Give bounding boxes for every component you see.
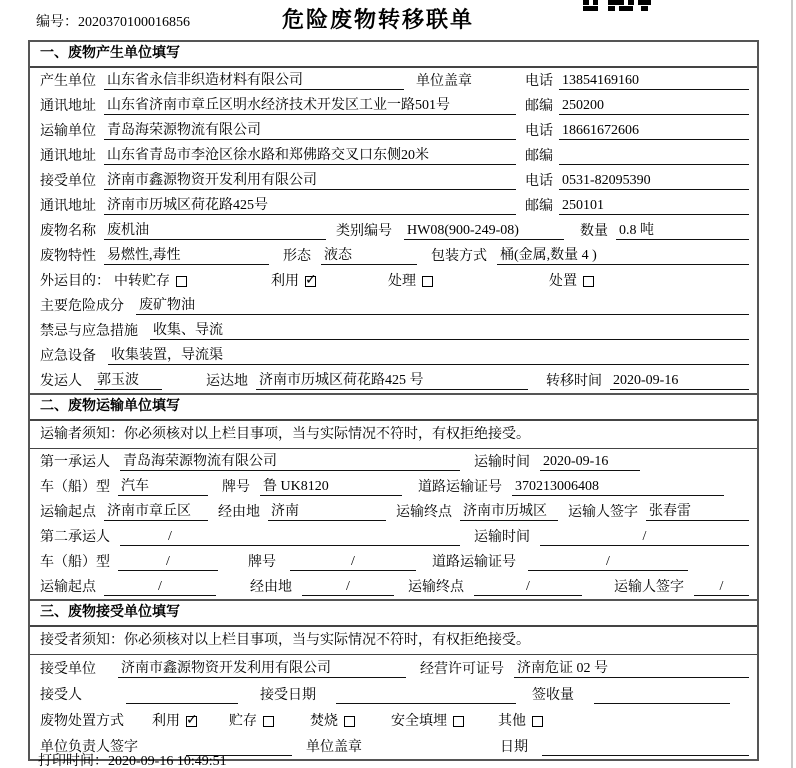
route-via-label: 经由地	[218, 505, 260, 520]
row-emergency-equipment	[30, 343, 757, 368]
receiver-address-label: 通讯地址	[40, 199, 96, 214]
quantity-label: 数量	[580, 224, 608, 239]
second-carrier-label: 第二承运人	[40, 530, 110, 545]
print-timestamp	[38, 750, 227, 768]
signed-amount-label: 签收量	[532, 688, 574, 703]
route-end2-label: 运输终点	[408, 580, 464, 595]
producer-address-label: 通讯地址	[40, 99, 96, 114]
row-second-route	[30, 574, 757, 599]
print-time-label: 打印时间：	[38, 754, 108, 768]
first-plate-number-value: 鲁 UK8120	[260, 478, 402, 496]
section1-title: 一、废物产生单位填写	[30, 42, 757, 68]
hazard-component-value: 废矿物油	[136, 297, 749, 315]
checkbox-disposal-other	[532, 716, 543, 727]
road-license-label: 道路运输证号	[418, 480, 502, 495]
first-route-origin-value: 济南市章丘区	[104, 503, 208, 521]
transporter-address-value: 山东省青岛市李沧区徐水路和郑佛路交叉口东侧20米	[104, 147, 516, 165]
serial-label: 编号：	[36, 15, 78, 30]
document-header	[0, 0, 796, 40]
row-acceptor	[30, 681, 757, 707]
row-producer	[30, 68, 757, 93]
emergency-equipment-label: 应急设备	[40, 349, 96, 364]
purpose-option-transfer-storage	[114, 273, 187, 290]
purpose-option-treat	[388, 273, 433, 290]
row-first-carrier	[30, 449, 757, 474]
purpose-option-dispose-label: 处置	[549, 274, 577, 289]
first-carrier-time-value: 2020-09-16	[540, 453, 640, 471]
producer-unit-value: 山东省永信非织造材料有限公司	[104, 72, 404, 90]
row-first-route	[30, 499, 757, 524]
row-transporter-address	[30, 143, 757, 168]
accept-date-value	[336, 703, 516, 704]
purpose-option-use-label: 利用	[271, 274, 299, 289]
second-carrier-value: /	[120, 528, 460, 546]
second-road-license-value: /	[528, 553, 688, 571]
accept-unit-label: 接受单位	[40, 662, 96, 677]
shipper-value: 郭玉波	[94, 372, 162, 390]
row-producer-address	[30, 93, 757, 118]
row-second-vehicle	[30, 549, 757, 574]
producer-zip-label: 邮编	[525, 99, 553, 114]
transfer-time-label: 转移时间	[546, 374, 602, 389]
physical-form-value: 液态	[321, 247, 417, 265]
quantity-value: 0.8 吨	[616, 222, 749, 240]
second-carrier-time-value: /	[540, 528, 749, 546]
receiver-unit-label: 接受单位	[40, 174, 96, 189]
purpose-option-dispose	[549, 273, 594, 290]
checkbox-transfer-storage	[176, 276, 187, 287]
unit-seal-label: 单位盖章	[416, 74, 472, 89]
road-license2-label: 道路运输证号	[432, 555, 516, 570]
transporter-notice: 运输者须知：你必须核对以上栏目事项，当与实际情况不符时，有权拒绝接受。	[30, 421, 757, 449]
producer-zip-value: 250200	[559, 97, 749, 115]
page-title: 危险废物转移联单	[281, 7, 474, 32]
carrier-sign2-label: 运输人签字	[614, 580, 684, 595]
section3-title: 三、废物接受单位填写	[30, 601, 757, 627]
producer-phone-value: 13854169160	[559, 72, 749, 90]
category-code-value: HW08(900-249-08)	[404, 222, 564, 240]
purpose-option-treat-label: 处理	[388, 274, 416, 289]
disposal-option-landfill-label: 安全填埋	[391, 714, 447, 729]
transport-time2-label: 运输时间	[474, 530, 530, 545]
row-waste-name	[30, 218, 757, 243]
first-road-license-value: 370213006408	[512, 478, 724, 496]
signed-amount-value	[594, 703, 730, 704]
disposal-option-use	[152, 713, 197, 730]
row-waste-character	[30, 243, 757, 268]
disposal-option-landfill	[391, 713, 464, 730]
row-transfer-purpose	[30, 268, 757, 293]
accept-unit-value: 济南市鑫源物资开发利用有限公司	[118, 660, 406, 678]
transporter-phone-label: 电话	[525, 124, 553, 139]
transporter-phone-value: 18661672606	[559, 122, 749, 140]
checkbox-disposal-store	[263, 716, 274, 727]
disposal-option-other	[498, 713, 543, 730]
receiver-zip-value: 250101	[559, 197, 749, 215]
section-transporter	[30, 393, 757, 599]
transfer-time-value: 2020-09-16	[610, 372, 749, 390]
section-producer	[30, 42, 757, 393]
second-vehicle-type-value: /	[118, 553, 218, 571]
date-label: 日期	[500, 740, 528, 755]
route-origin2-label: 运输起点	[40, 580, 96, 595]
physical-form-label: 形态	[283, 249, 311, 264]
transporter-address-label: 通讯地址	[40, 149, 96, 164]
row-shipper	[30, 368, 757, 393]
route-via2-label: 经由地	[250, 580, 292, 595]
row-hazard-component	[30, 293, 757, 318]
transporter-unit-value: 青岛海荣源物流有限公司	[104, 122, 516, 140]
route-origin-label: 运输起点	[40, 505, 96, 520]
first-carrier-sign-value: 张春雷	[646, 503, 749, 521]
first-route-end-value: 济南市历城区	[460, 503, 558, 521]
print-time-value: 2020-09-16 10:49:51	[108, 754, 227, 768]
disposal-option-use-label: 利用	[152, 714, 180, 729]
packing-value: 桶(金属,数量 4 )	[497, 247, 749, 265]
receiver-phone-label: 电话	[525, 174, 553, 189]
first-carrier-value: 青岛海荣源物流有限公司	[120, 453, 460, 471]
receiver-phone-value: 0531-82095390	[559, 172, 749, 190]
route-end-label: 运输终点	[396, 505, 452, 520]
date-value	[542, 755, 749, 756]
transporter-zip-label: 邮编	[525, 149, 553, 164]
receiver-address-value: 济南市历城区荷花路425号	[104, 197, 516, 215]
checkbox-disposal-landfill	[453, 716, 464, 727]
first-vehicle-type-value: 汽车	[118, 478, 208, 496]
row-second-carrier	[30, 524, 757, 549]
accept-date-label: 接受日期	[260, 688, 316, 703]
transporter-unit-label: 运输单位	[40, 124, 96, 139]
row-first-vehicle	[30, 474, 757, 499]
section-receiver	[30, 599, 757, 759]
acceptor-label: 接受人	[40, 688, 82, 703]
plate-number2-label: 牌号	[248, 555, 276, 570]
head-signature-label: 单位负责人签字	[40, 740, 138, 755]
purpose-option-use	[271, 273, 316, 290]
disposal-option-store-label: 贮存	[229, 714, 257, 729]
emergency-measures-value: 收集、导流	[150, 322, 749, 340]
disposal-method-label: 废物处置方式	[40, 714, 124, 729]
row-accept-unit	[30, 655, 757, 681]
receiver-zip-label: 邮编	[525, 199, 553, 214]
transporter-zip-value	[559, 164, 749, 165]
unit-seal2-label: 单位盖章	[306, 740, 362, 755]
checkbox-treat	[422, 276, 433, 287]
row-emergency-measures	[30, 318, 757, 343]
emergency-measures-label: 禁忌与应急措施	[40, 324, 138, 339]
first-route-via-value: 济南	[268, 503, 386, 521]
disposal-option-other-label: 其他	[498, 714, 526, 729]
acceptor-value	[126, 703, 238, 704]
operating-permit-value: 济南危证 02 号	[514, 660, 749, 678]
purpose-option-transfer-storage-label: 中转贮存	[114, 274, 170, 289]
plate-number-label: 牌号	[222, 480, 250, 495]
producer-unit-label: 产生单位	[40, 74, 96, 89]
waste-character-label: 废物特性	[40, 249, 96, 264]
destination-value: 济南市历城区荷花路425 号	[256, 372, 528, 390]
disposal-option-incinerate	[310, 713, 355, 730]
producer-phone-label: 电话	[525, 74, 553, 89]
second-carrier-sign-value: /	[694, 578, 749, 596]
category-code-label: 类别编号	[336, 224, 392, 239]
checkbox-disposal-incinerate	[344, 716, 355, 727]
disposal-option-store	[229, 713, 274, 730]
second-plate-number-value: /	[290, 553, 416, 571]
second-route-origin-value: /	[104, 578, 216, 596]
carrier-sign-label: 运输人签字	[568, 505, 638, 520]
vehicle-type-label: 车（船）型	[40, 480, 110, 495]
row-receiver	[30, 168, 757, 193]
checkbox-disposal-use	[186, 716, 197, 727]
operating-permit-label: 经营许可证号	[420, 662, 504, 677]
transport-time-label: 运输时间	[474, 455, 530, 470]
row-disposal-method	[30, 707, 757, 733]
row-transporter	[30, 118, 757, 143]
second-route-via-value: /	[302, 578, 394, 596]
producer-address-value: 山东省济南市章丘区明水经济技术开发区工业一路501号	[104, 97, 516, 115]
waste-transfer-form	[28, 40, 759, 761]
waste-character-value: 易燃性,毒性	[104, 247, 269, 265]
viewer-page-edge	[791, 0, 793, 768]
hazard-component-label: 主要危险成分	[40, 299, 124, 314]
waste-name-value: 废机油	[104, 222, 326, 240]
checkbox-dispose	[583, 276, 594, 287]
first-carrier-label: 第一承运人	[40, 455, 110, 470]
emergency-equipment-value: 收集装置，导流渠	[108, 347, 749, 365]
checkbox-use	[305, 276, 316, 287]
receiver-notice: 接受者须知：你必须核对以上栏目事项，当与实际情况不符时，有权拒绝接受。	[30, 627, 757, 655]
destination-label: 运达地	[206, 374, 248, 389]
qr-code-icon	[583, 0, 651, 11]
vehicle-type2-label: 车（船）型	[40, 555, 110, 570]
shipper-label: 发运人	[40, 374, 82, 389]
purpose-label: 外运目的：	[40, 274, 110, 289]
second-route-end-value: /	[474, 578, 582, 596]
packing-label: 包装方式	[431, 249, 487, 264]
receiver-unit-value: 济南市鑫源物资开发利用有限公司	[104, 172, 516, 190]
section2-title: 二、废物运输单位填写	[30, 395, 757, 421]
waste-name-label: 废物名称	[40, 224, 96, 239]
disposal-option-incinerate-label: 焚烧	[310, 714, 338, 729]
serial-value: 2020370100016856	[78, 15, 190, 30]
row-receiver-address	[30, 193, 757, 218]
